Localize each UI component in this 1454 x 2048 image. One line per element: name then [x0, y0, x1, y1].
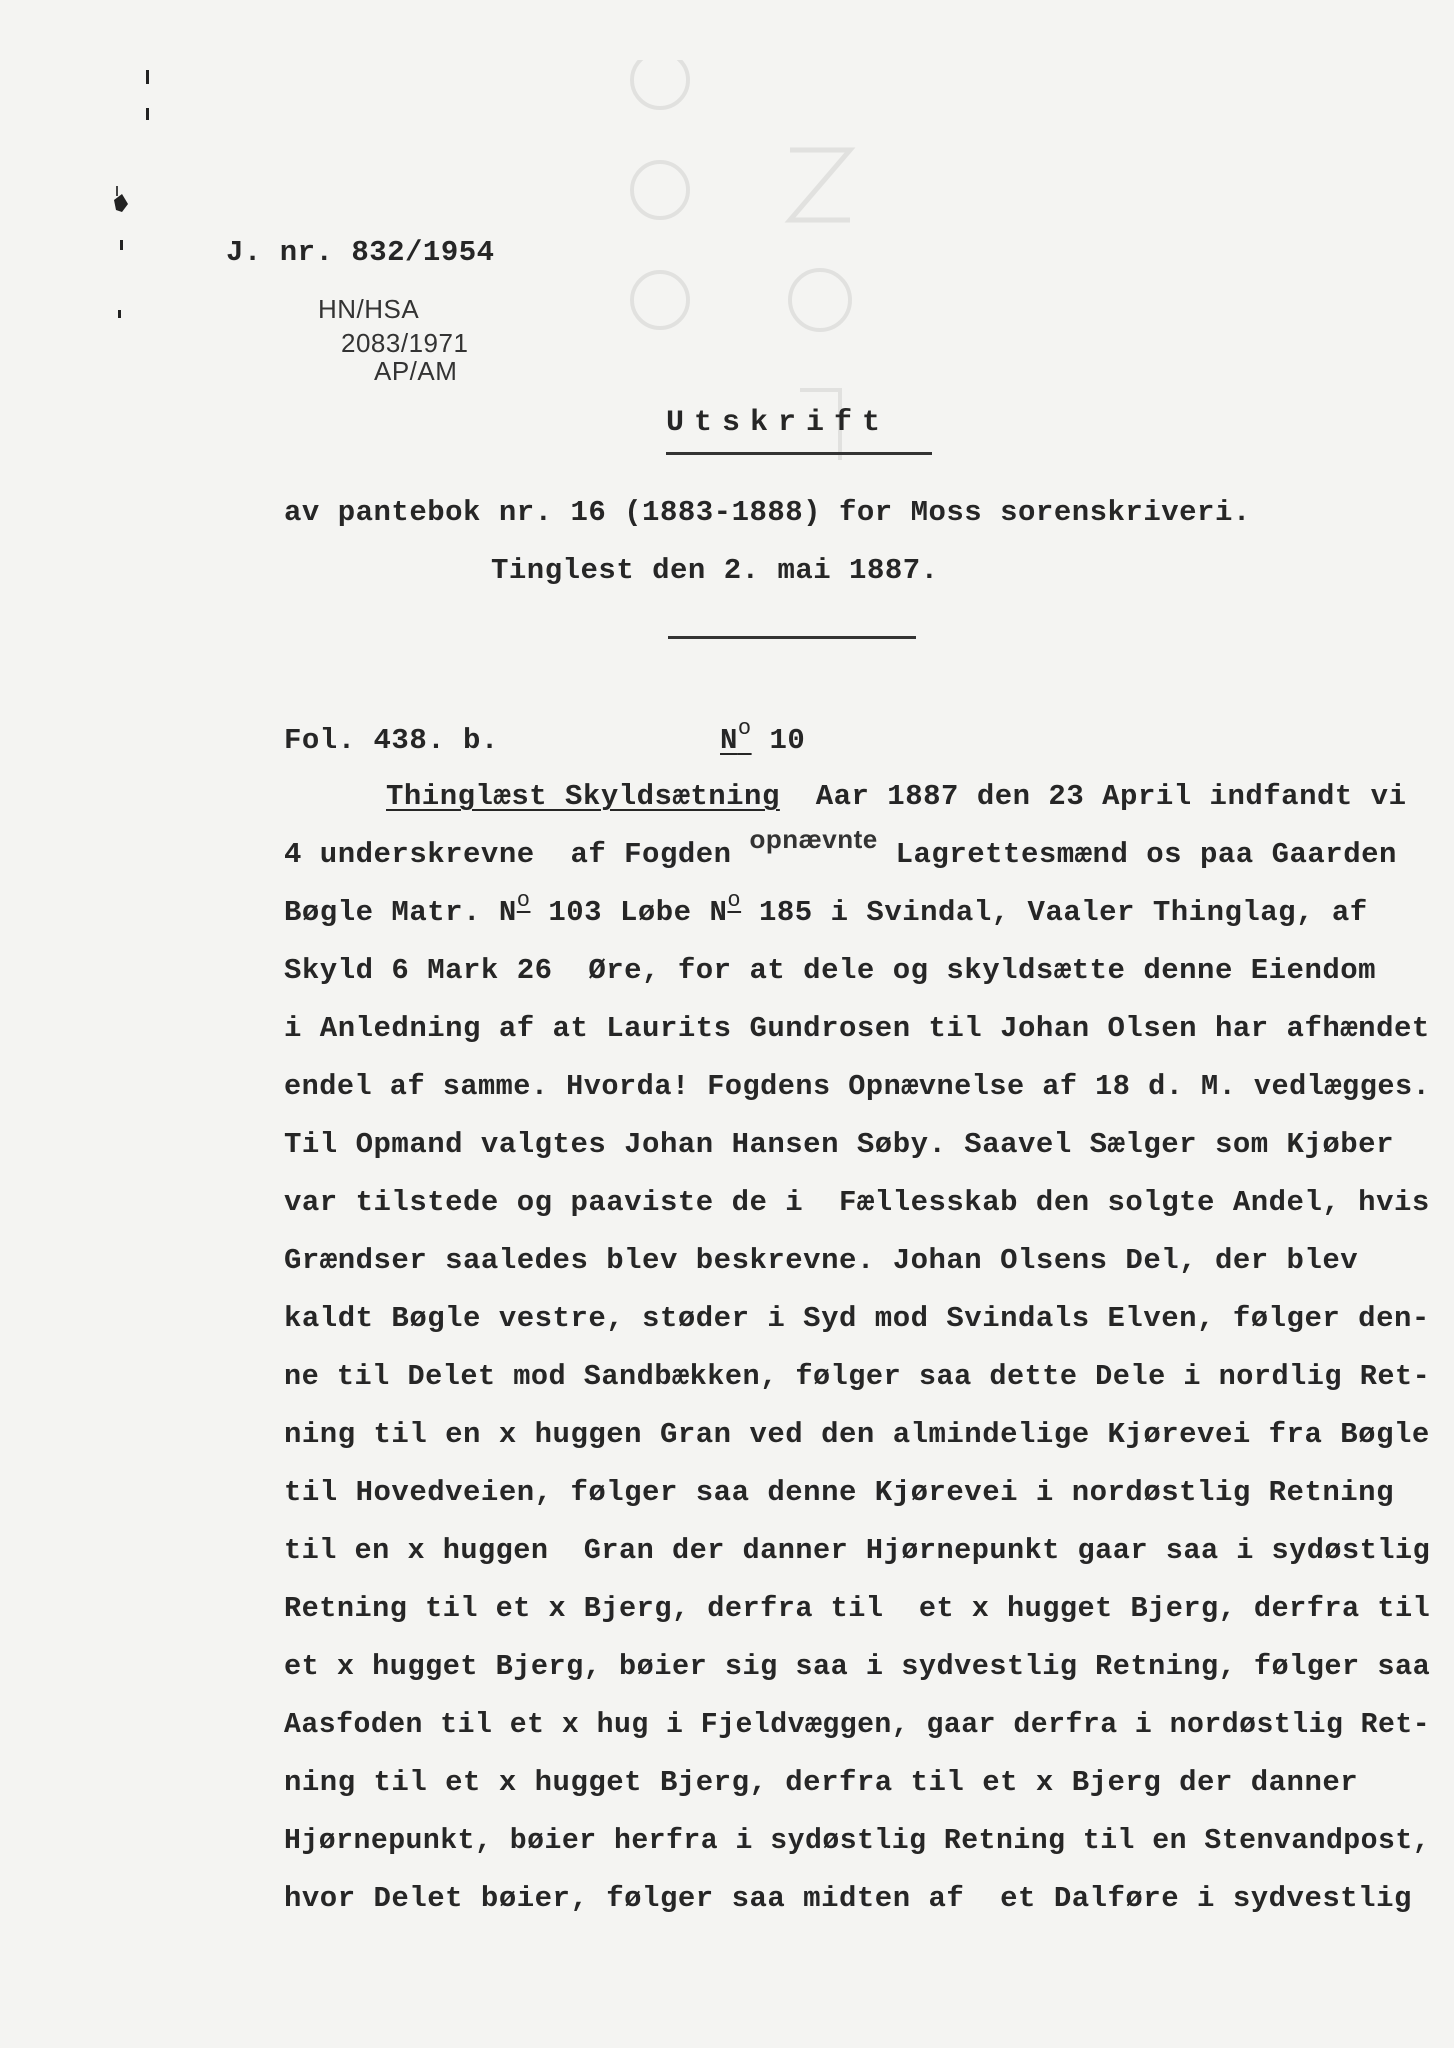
journal-number: J. nr. 832/1954	[226, 236, 495, 269]
body-line-15: Retning til et x Bjerg, derfra til et x hugget Bjerg, derfra til	[284, 1592, 1431, 1625]
document-title: Utskrift	[666, 406, 891, 440]
body-line-19: Hjørnepunkt, bøier herfra i sydøstlig Retning til en Stenvandpost,	[284, 1824, 1431, 1857]
body-line-9: Grændser saaledes blev beskrevne. Johan Olsens Del, der blev	[284, 1244, 1359, 1277]
body-line-20: hvor Delet bøier, følger saa midten af et Dalføre i sydvestlig	[284, 1882, 1412, 1915]
title-underline	[666, 452, 932, 455]
body-line-18: ning til et x hugget Bjerg, derfra til et x Bjerg der danner	[284, 1766, 1359, 1799]
body-line-12: ning til en x huggen Gran ved den almindelige Kjørevei fra Bøgle	[284, 1418, 1430, 1451]
body-line-3: Bøgle Matr. $N^o$ 103 Løbe $N^o$ 185 i Svindal, Vaaler Thinglag, af	[284, 888, 1368, 929]
subtitle-line-1: av pantebok nr. 16 (1883-1888) for Moss sorenskriveri.	[284, 496, 1251, 529]
body-line-14: til en x huggen Gran der danner Hjørnepunkt gaar saa i sydøstlig	[284, 1534, 1431, 1567]
folio-reference: Fol. 438. b.	[284, 724, 499, 757]
body-line-4: Skyld 6 Mark 26 Øre, for at dele og skyldsætte denne Eiendom	[284, 954, 1377, 987]
body-line-11: ne til Delet mod Sandbækken, følger saa dette Dele i nordlig Ret-	[284, 1360, 1431, 1393]
handwritten-reference: 2083/1971	[341, 328, 469, 358]
handwritten-initials-2: AP/AM	[374, 356, 458, 386]
entry-number: $N^o$ 10	[720, 716, 806, 757]
body-line-10: kaldt Bøgle vestre, støder i Syd mod Svindals Elven, følger den-	[284, 1302, 1430, 1335]
entry-heading: Thinglæst Skyldsætning Aar 1887 den 23 April indfandt vi	[386, 780, 1407, 813]
body-line-5: i Anledning af at Laurits Gundrosen til Johan Olsen har afhændet	[284, 1012, 1430, 1045]
body-line-16: et x hugget Bjerg, bøier sig saa i sydvestlig Retning, følger saa	[284, 1650, 1431, 1683]
body-line-17: Aasfoden til et x hug i Fjeldvæggen, gaar derfra i nordøstlig Ret-	[284, 1708, 1431, 1741]
body-line-8: var tilstede og paaviste de i Fællesskab den solgte Andel, hvis	[284, 1186, 1430, 1219]
section-divider	[668, 636, 916, 639]
body-line-13: til Hovedveien, følger saa denne Kjørevei i nordøstlig Retning	[284, 1476, 1394, 1509]
body-line-6: endel af samme. Hvorda! Fogdens Opnævnelse af 18 d. M. vedlægges.	[284, 1070, 1431, 1103]
binding-marks	[108, 70, 158, 330]
body-line-7: Til Opmand valgtes Johan Hansen Søby. Saavel Sælger som Kjøber	[284, 1128, 1394, 1161]
body-line-2: 4 underskrevne af Fogden opnævnte Lagrettesmænd os paa Gaarden	[284, 824, 1397, 871]
handwritten-initials-1: HN/HSA	[318, 294, 420, 324]
subtitle-line-2: Tinglest den 2. mai 1887.	[491, 554, 939, 587]
